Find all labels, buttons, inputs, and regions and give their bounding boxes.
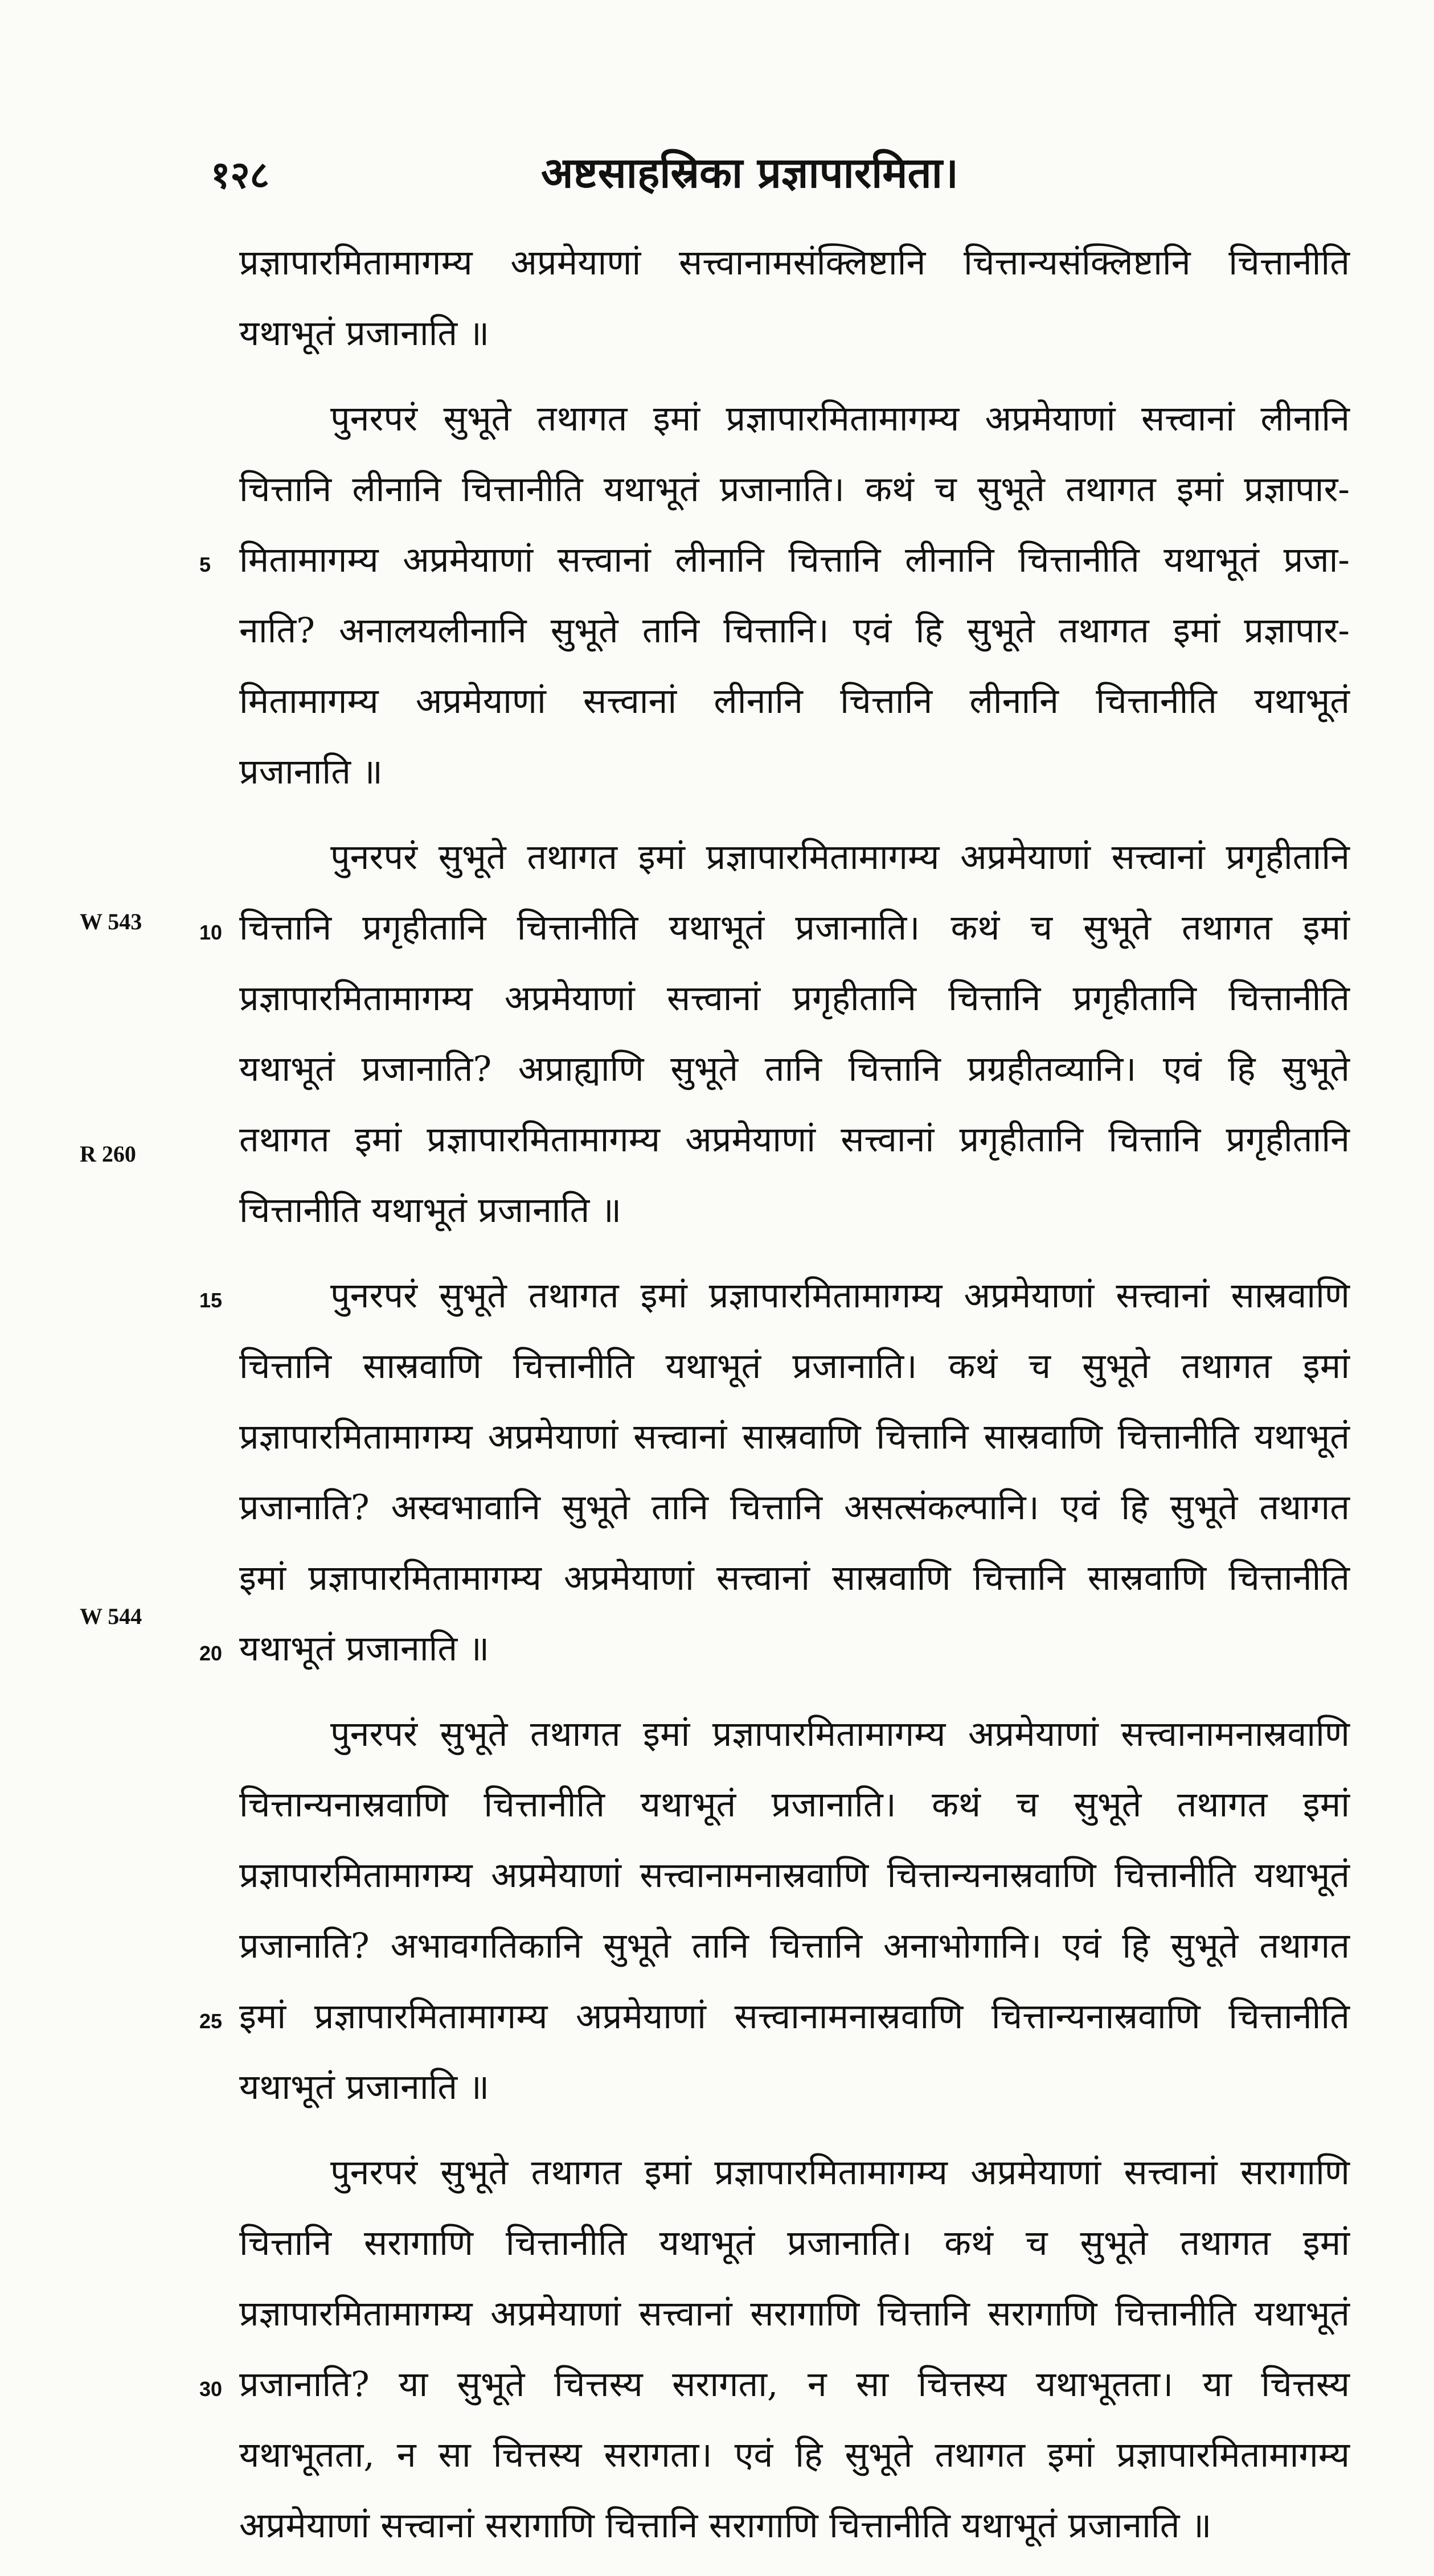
text-line: यथाभूतं प्रजानाति? अप्राह्याणि सुभूते तानि चित्तानि प्रग्रहीतव्यानि। एवं हि सुभूते xyxy=(239,1049,1350,1089)
text-line-5 xyxy=(199,525,1350,596)
paragraph xyxy=(199,2138,1350,2561)
text-line: चित्तानीति यथाभूतं प्रजानाति ॥ xyxy=(239,1190,622,1230)
running-title: अष्टसाहस्रिका प्रज्ञापारमिता। xyxy=(541,149,958,198)
text-line: प्रज्ञापारमितामागम्य अप्रमेयाणां सत्त्वानां सरागाणि चित्तानि सरागाणि चित्तानीति यथाभूतं xyxy=(239,2294,1350,2334)
page-number: १२८ xyxy=(211,153,269,197)
paragraph xyxy=(199,822,1350,1246)
line-number: 10 xyxy=(199,921,223,944)
text-line: नाति? अनालयलीनानि सुभूते तानि चित्तानि। एवं हि सुभूते तथागत इमां प्रज्ञापार- xyxy=(239,610,1350,651)
line-text: इमां प्रज्ञापारमितामागम्य अप्रमेयाणां सत्त्वानामनास्रवाणि चित्तान्यनास्रवाणि चित्तानीति xyxy=(239,1996,1350,2037)
text-line-10 xyxy=(199,893,1350,963)
line-text: यथाभूतं प्रजानाति ॥ xyxy=(239,1629,490,1669)
line-text: प्रजानाति? या सुभूते चित्तस्य सरागता, न सा चित्तस्य यथाभूतता। या चित्तस्य xyxy=(239,2364,1350,2405)
line-text: पुनरपरं सुभूते तथागत इमां प्रज्ञापारमितामागम्य अप्रमेयाणां सत्त्वानां सास्रवाणि xyxy=(330,1275,1350,1316)
text-line: प्रज्ञापारमितामागम्य अप्रमेयाणां सत्त्वानां प्रगृहीतानि चित्तानि प्रगृहीतानि चित्तानीति xyxy=(239,978,1350,1019)
paragraph xyxy=(199,384,1350,807)
page-header xyxy=(211,137,1321,205)
text-line-25 xyxy=(199,1982,1350,2052)
body-text xyxy=(199,228,1350,2576)
text-line: पुनरपरं सुभूते तथागत इमां प्रज्ञापारमितामागम्य अप्रमेयाणां सत्त्वानां प्रगृहीतानि xyxy=(330,837,1350,877)
text-line: पुनरपरं सुभूते तथागत इमां प्रज्ञापारमितामागम्य अप्रमेयाणां सत्त्वानां सरागाणि xyxy=(330,2152,1350,2193)
text-line: प्रज्ञापारमितामागम्य अप्रमेयाणां सत्त्वानामनास्रवाणि चित्तान्यनास्रवाणि चित्तानीति यथाभूतं xyxy=(239,1855,1350,1896)
text-line: पुनरपरं सुभूते तथागत इमां प्रज्ञापारमितामागम्य अप्रमेयाणां सत्त्वानामनास्रवाणि xyxy=(330,1714,1350,1754)
text-line: चित्तानि लीनानि चित्तानीति यथाभूतं प्रजानाति। कथं च सुभूते तथागत इमां प्रज्ञापार- xyxy=(239,469,1350,510)
text-line: यथाभूतं प्रजानाति ॥ xyxy=(239,2067,490,2107)
text-line: तथागत इमां प्रज्ञापारमितामागम्य अप्रमेयाणां सत्त्वानां प्रगृहीतानि चित्तानि प्रगृहीतानि xyxy=(239,1119,1350,1160)
text-line-15 xyxy=(199,1261,1350,1331)
text-line-30 xyxy=(199,2349,1350,2420)
text-line: प्रज्ञापारमितामागम्य अप्रमेयाणां सत्त्वानामसंक्लिष्टानि चित्तान्यसंक्लिष्टानि चित्तानीति xyxy=(239,243,1350,283)
text-line: प्रजानाति? अस्वभावानि सुभूते तानि चित्तानि असत्संकल्पानि। एवं हि सुभूते तथागत xyxy=(239,1487,1350,1528)
text-line: चित्तान्यनास्रवाणि चित्तानीति यथाभूतं प्रजानाति। कथं च सुभूते तथागत इमां xyxy=(239,1785,1350,1825)
margin-ref-w543: W 543 xyxy=(80,909,142,934)
text-line: इमां प्रज्ञापारमितामागम्य अप्रमेयाणां सत्त्वानां सास्रवाणि चित्तानि सास्रवाणि चित्तानीति xyxy=(239,1558,1350,1598)
paragraph xyxy=(239,228,1350,369)
margin-ref-r260: R 260 xyxy=(80,1141,136,1167)
text-line: यथाभूतता, न सा चित्तस्य सरागता। एवं हि सुभूते तथागत इमां प्रज्ञापारमितामागम्य xyxy=(239,2435,1350,2475)
line-text: चित्तानि प्रगृहीतानि चित्तानीति यथाभूतं प्रजानाति। कथं च सुभूते तथागत इमां xyxy=(239,908,1350,948)
text-line-20 xyxy=(199,1614,1350,1684)
paragraph xyxy=(199,1261,1350,1684)
text-line: अप्रमेयाणां सत्त्वानां सरागाणि चित्तानि सरागाणि चित्तानीति यथाभूतं प्रजानाति ॥ xyxy=(239,2505,1212,2546)
text-line: यथाभूतं प्रजानाति ॥ xyxy=(239,313,490,354)
line-number: 15 xyxy=(199,1289,223,1312)
margin-ref-w544: W 544 xyxy=(80,1603,142,1629)
text-line: प्रजानाति? अभावगतिकानि सुभूते तानि चित्तानि अनाभोगानि। एवं हि सुभूते तथागत xyxy=(239,1926,1350,1966)
text-line: चित्तानि सास्रवाणि चित्तानीति यथाभूतं प्रजानाति। कथं च सुभूते तथागत इमां xyxy=(239,1346,1350,1387)
line-number: 25 xyxy=(199,2009,223,2033)
text-line: प्रजानाति ॥ xyxy=(239,752,383,792)
paragraph xyxy=(199,1699,1350,2123)
text-line: प्रज्ञापारमितामागम्य अप्रमेयाणां सत्त्वानां सास्रवाणि चित्तानि सास्रवाणि चित्तानीति यथाभूतं xyxy=(239,1417,1350,1457)
text-line: पुनरपरं सुभूते तथागत इमां प्रज्ञापारमितामागम्य अप्रमेयाणां सत्त्वानां लीनानि xyxy=(330,399,1350,439)
line-number: 20 xyxy=(199,1642,223,1665)
line-text: मितामागम्य अप्रमेयाणां सत्त्वानां लीनानि चित्तानि लीनानि चित्तानीति यथाभूतं प्रजा- xyxy=(239,540,1350,580)
text-line: मितामागम्य अप्रमेयाणां सत्त्वानां लीनानि चित्तानि लीनानि चित्तानीति यथाभूतं xyxy=(239,681,1350,721)
line-number: 30 xyxy=(199,2377,223,2401)
line-number: 5 xyxy=(199,553,211,576)
text-line: चित्तानि सरागाणि चित्तानीति यथाभूतं प्रजानाति। कथं च सुभूते तथागत इमां xyxy=(239,2223,1350,2263)
